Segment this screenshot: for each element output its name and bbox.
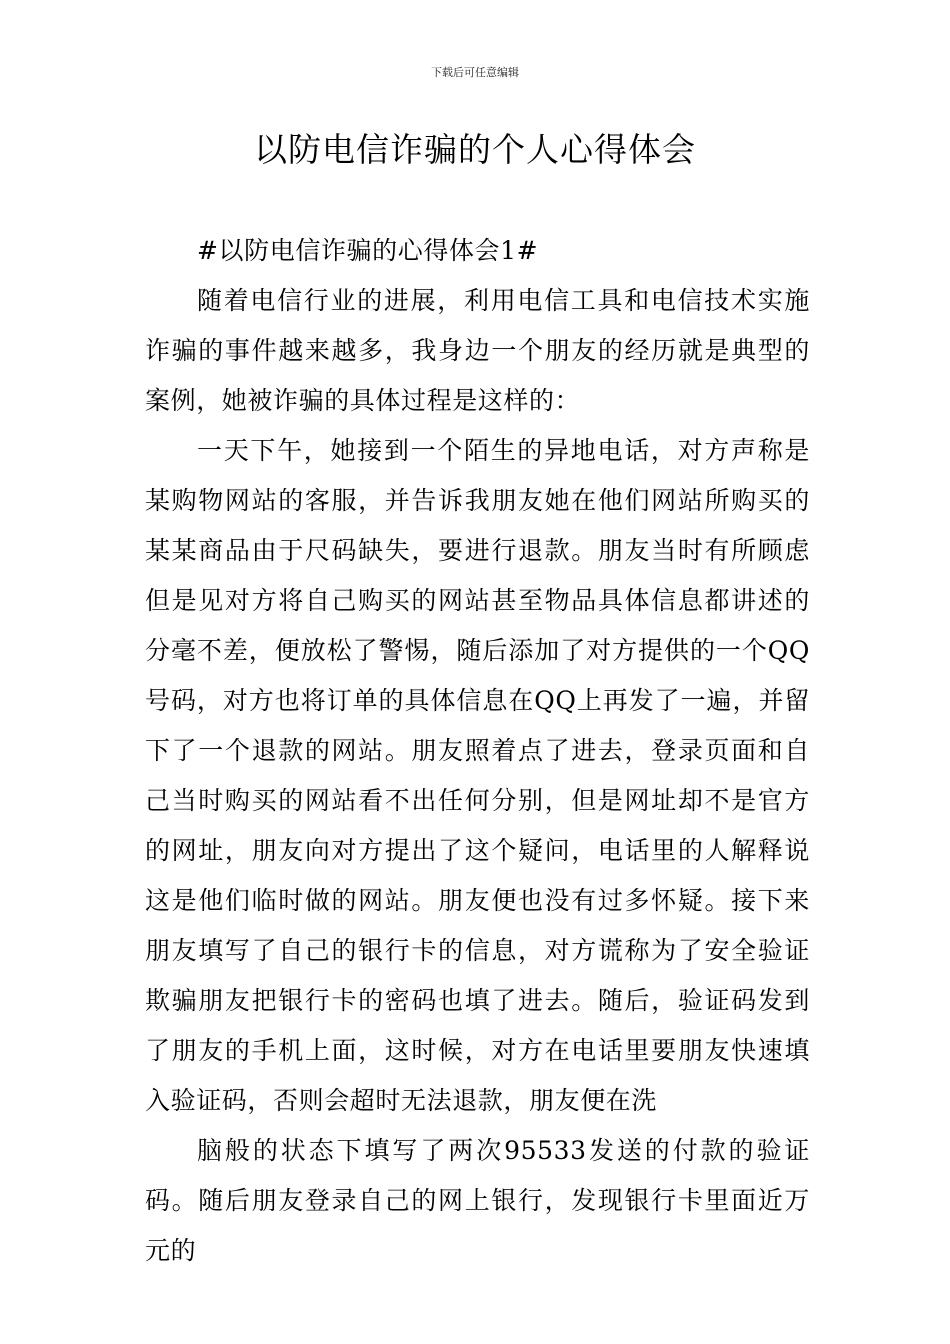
document-body (145, 226, 810, 1276)
paragraph-continued: 脑般的状态下填写了两次95533发送的付款的验证码。随后朋友登录自己的网上银行，发现银行卡里面近万元的 (145, 1136, 810, 1265)
section-heading: #以防电信诈骗的心得体会1# (197, 236, 539, 265)
header-note: 下载后可任意编辑 (431, 66, 519, 79)
document-title: 以防电信诈骗的个人心得体会 (254, 130, 696, 169)
paragraph-story: 一天下午，她接到一个陌生的异地电话，对方声称是某购物网站的客服，并告诉我朋友她在他们网站所购买的某某商品由于尺码缺失，要进行退款。朋友当时有所顾虑但是见对方将自己购买的网站甚至物品具体信息都讲述的分毫不差，便放松了警惕，随后添加了对方提供的一个QQ号码，对方也将订单的具体信息在QQ上再发了一遍，并留下了一个退款的网站。朋友照着点了进去，登录页面和自己当时购买的网站看不出任何分别，但是网址却不是官方的网址，朋友向对方提出了这个疑问，电话里的人解释说这是他们临时做的网站。朋友便也没有过多怀疑。接下来朋友填写了自己的银行卡的信息，对方谎称为了安全验证欺骗朋友把银行卡的密码也填了进去。随后，验证码发到了朋友的手机上面，这时候，对方在电话里要朋友快速填入验证码，否则会超时无法退款，朋友便在洗 (145, 436, 810, 1115)
paragraph-intro: 随着电信行业的进展，利用电信工具和电信技术实施诈骗的事件越来越多，我身边一个朋友的经历就是典型的案例，她被诈骗的具体过程是这样的： (145, 286, 810, 415)
